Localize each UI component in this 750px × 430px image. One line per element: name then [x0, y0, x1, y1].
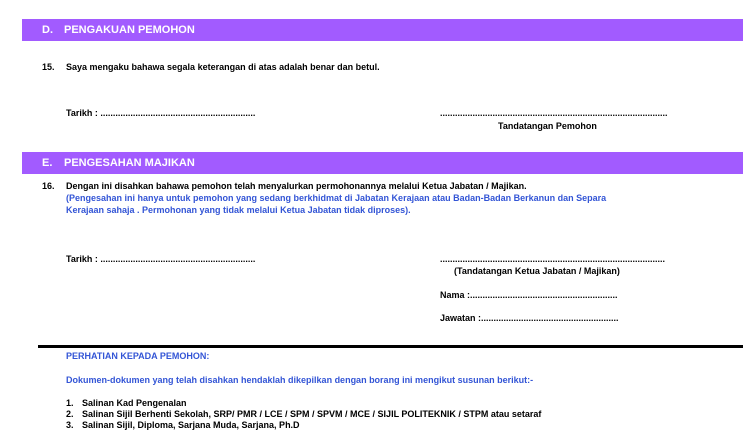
- applicant-signature-caption: Tandatangan Pemohon: [498, 121, 597, 131]
- item-16-number: 16.: [42, 181, 55, 191]
- applicant-signature-field[interactable]: ...........................................................................................: [440, 108, 668, 118]
- endorsement-statement: Dengan ini disahkan bahawa pemohon telah menyalurkan permohonannya melalui Ketua Jabatan / Majikan.: [66, 181, 527, 191]
- document-list-item-number: 1.: [66, 398, 74, 408]
- employer-date-field[interactable]: Tarikh : ..............................................................: [66, 254, 256, 264]
- employer-name-field[interactable]: Nama :...........................................................: [440, 290, 618, 300]
- employer-signature-field[interactable]: ..........................................................................................: [440, 254, 666, 264]
- document-list-item-number: 2.: [66, 409, 74, 419]
- notice-intro: Dokumen-dokumen yang telah disahkan hendaklah dikepilkan dengan borang ini mengikut susunan berikut:-: [66, 375, 534, 385]
- notice-heading: PERHATIAN KEPADA PEMOHON:: [66, 351, 210, 361]
- section-d-title: PENGAKUAN PEMOHON: [64, 24, 195, 36]
- employer-position-field[interactable]: Jawatan :.......................................................: [440, 313, 619, 323]
- document-list-item: Salinan Sijil, Diploma, Sarjana Muda, Sarjana, Ph.D: [82, 420, 300, 430]
- document-list-item: Salinan Kad Pengenalan: [82, 398, 187, 408]
- applicant-date-field[interactable]: Tarikh : ..............................................................: [66, 108, 256, 118]
- endorsement-note-line1: (Pengesahan ini hanya untuk pemohon yang sedang berkhidmat di Jabatan Kerajaan atau Badan-Badan Berkanun dan Separa: [66, 193, 607, 203]
- item-15-number: 15.: [42, 62, 55, 72]
- endorsement-note-line2: Kerajaan sahaja . Permohonan yang tidak melalui Ketua Jabatan tidak diproses).: [66, 205, 411, 215]
- section-divider: [38, 345, 743, 348]
- document-list-item-number: 3.: [66, 420, 74, 430]
- section-e-letter: E.: [42, 157, 53, 169]
- document-list-item: Salinan Sijil Berhenti Sekolah, SRP/ PMR / LCE / SPM / SPVM / MCE / SIJIL POLITEKNIK / STPM atau setaraf: [82, 409, 542, 419]
- section-d-letter: D.: [42, 24, 53, 36]
- declaration-statement: Saya mengaku bahawa segala keterangan di atas adalah benar dan betul.: [66, 62, 380, 72]
- employer-signature-caption: (Tandatangan Ketua Jabatan / Majikan): [454, 266, 620, 276]
- section-e-title: PENGESAHAN MAJIKAN: [64, 157, 195, 169]
